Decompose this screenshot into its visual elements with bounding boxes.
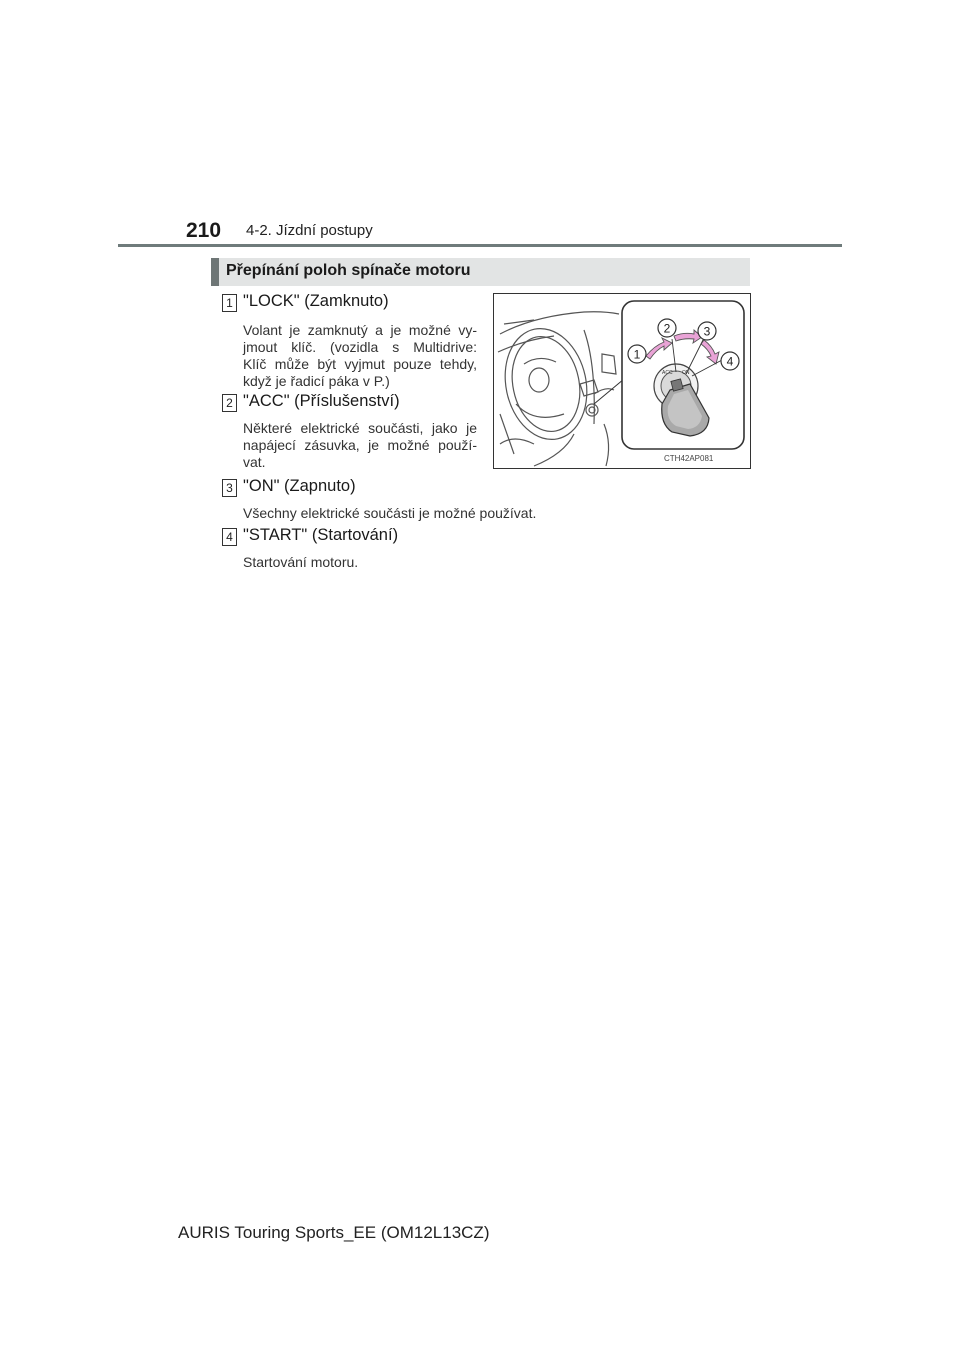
ignition-switch-figure — [493, 293, 751, 469]
item-desc-start — [243, 554, 743, 571]
item-title-lock: "LOCK" (Zamknuto) — [243, 292, 389, 310]
item-number-1: 1 — [222, 294, 237, 312]
footer-text: AURIS Touring Sports_EE (OM12L13CZ) — [178, 1223, 490, 1242]
dashboard-sketch — [495, 312, 619, 466]
callout-4: 4 — [726, 354, 734, 369]
figure-code: CTH42AP081 — [664, 454, 714, 463]
desc-line: napájecí zásuvka, je možné použí- — [243, 437, 477, 453]
desc-line: jmout klíč. (vozidla s Multidrive: — [243, 339, 477, 355]
desc-line: Klíč může být vyjmut pouze tehdy, — [243, 356, 477, 372]
desc-line: Startování motoru. — [243, 554, 359, 570]
item-number-4: 4 — [222, 528, 237, 546]
item-title-on: "ON" (Zapnuto) — [243, 477, 356, 495]
ignition-switch-illustration — [494, 294, 750, 468]
item-desc-acc — [243, 420, 477, 471]
header-divider — [118, 244, 842, 247]
desc-line: vat. — [243, 454, 266, 470]
section-title: Přepínání poloh spínače motoru — [226, 262, 471, 279]
section-header — [211, 258, 750, 286]
desc-line: když je řadicí páka v P.) — [243, 373, 390, 389]
item-number-3: 3 — [222, 479, 237, 497]
switch-label-on: ON — [682, 370, 690, 376]
page-number: 210 — [186, 219, 222, 242]
item-desc-on — [243, 505, 743, 522]
callout-1: 1 — [633, 347, 641, 362]
item-title-start: "START" (Startování) — [243, 526, 399, 544]
callout-3: 3 — [703, 324, 711, 339]
desc-line: Volant je zamknutý a je možné vy- — [243, 322, 477, 338]
item-title-acc: "ACC" (Příslušenství) — [243, 392, 400, 410]
item-number-2: 2 — [222, 394, 237, 412]
desc-line: Některé elektrické součásti, jako je — [243, 420, 477, 436]
breadcrumb: 4-2. Jízdní postupy — [246, 222, 373, 239]
callout-2: 2 — [663, 321, 671, 336]
switch-label-acc: ACC — [662, 370, 673, 376]
item-desc-lock — [243, 322, 477, 390]
desc-line: Všechny elektrické součásti je možné používat. — [243, 505, 537, 521]
section-header-bar — [211, 258, 219, 286]
